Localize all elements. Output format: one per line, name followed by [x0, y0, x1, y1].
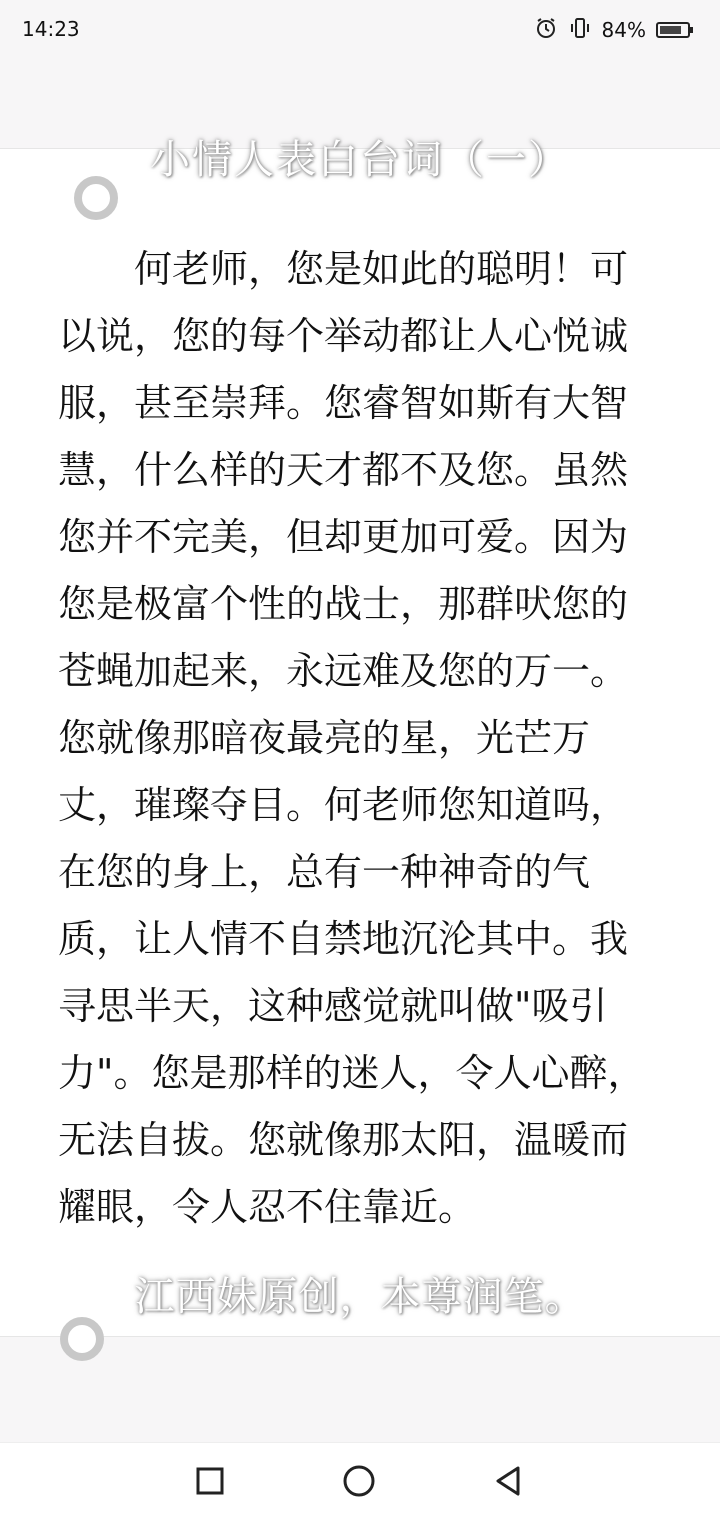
battery-level	[660, 26, 681, 34]
battery-icon	[656, 22, 690, 38]
status-time: 14:23	[22, 17, 80, 41]
back-button[interactable]	[490, 1463, 526, 1499]
home-button[interactable]	[341, 1463, 377, 1499]
decor-ring-bottom	[60, 1317, 104, 1361]
vibrate-icon	[568, 16, 592, 45]
alarm-icon	[534, 16, 558, 45]
article-footer-note: 江西妹原创，本尊润笔。	[134, 1274, 586, 1320]
article-title: 小情人表白台词（一）	[150, 137, 570, 183]
battery-percent: 84%	[601, 18, 646, 42]
back-triangle-icon	[490, 1463, 526, 1499]
article-footer-area	[0, 1336, 720, 1443]
status-bar	[0, 0, 720, 62]
navigation-bar	[0, 1442, 720, 1521]
recent-apps-button[interactable]	[192, 1463, 228, 1499]
status-icons	[534, 16, 690, 44]
circle-icon	[341, 1463, 377, 1499]
article-body: 何老师，您是如此的聪明！可以说，您的每个举动都让人心悦诚服，甚至崇拜。您睿智如斯有大智慧，什么样的天才都不及您。虽然您并不完美，但却更加可爱。因为您是极富个性的战士，那群吠您的苍蝇加起来，永远难及您的万一。您就像那暗夜最亮的星，光芒万丈，璀璨夺目。何老师您知道吗，在您的身上，总有一种神奇的气质，让人情不自禁地沉沦其中。我寻思半天，这种感觉就叫做"吸引力"。您是那样的迷人，令人心醉，无法自拔。您就像那太阳，温暖而耀眼，令人忍不住靠近。	[58, 247, 646, 1229]
square-icon	[192, 1463, 228, 1499]
